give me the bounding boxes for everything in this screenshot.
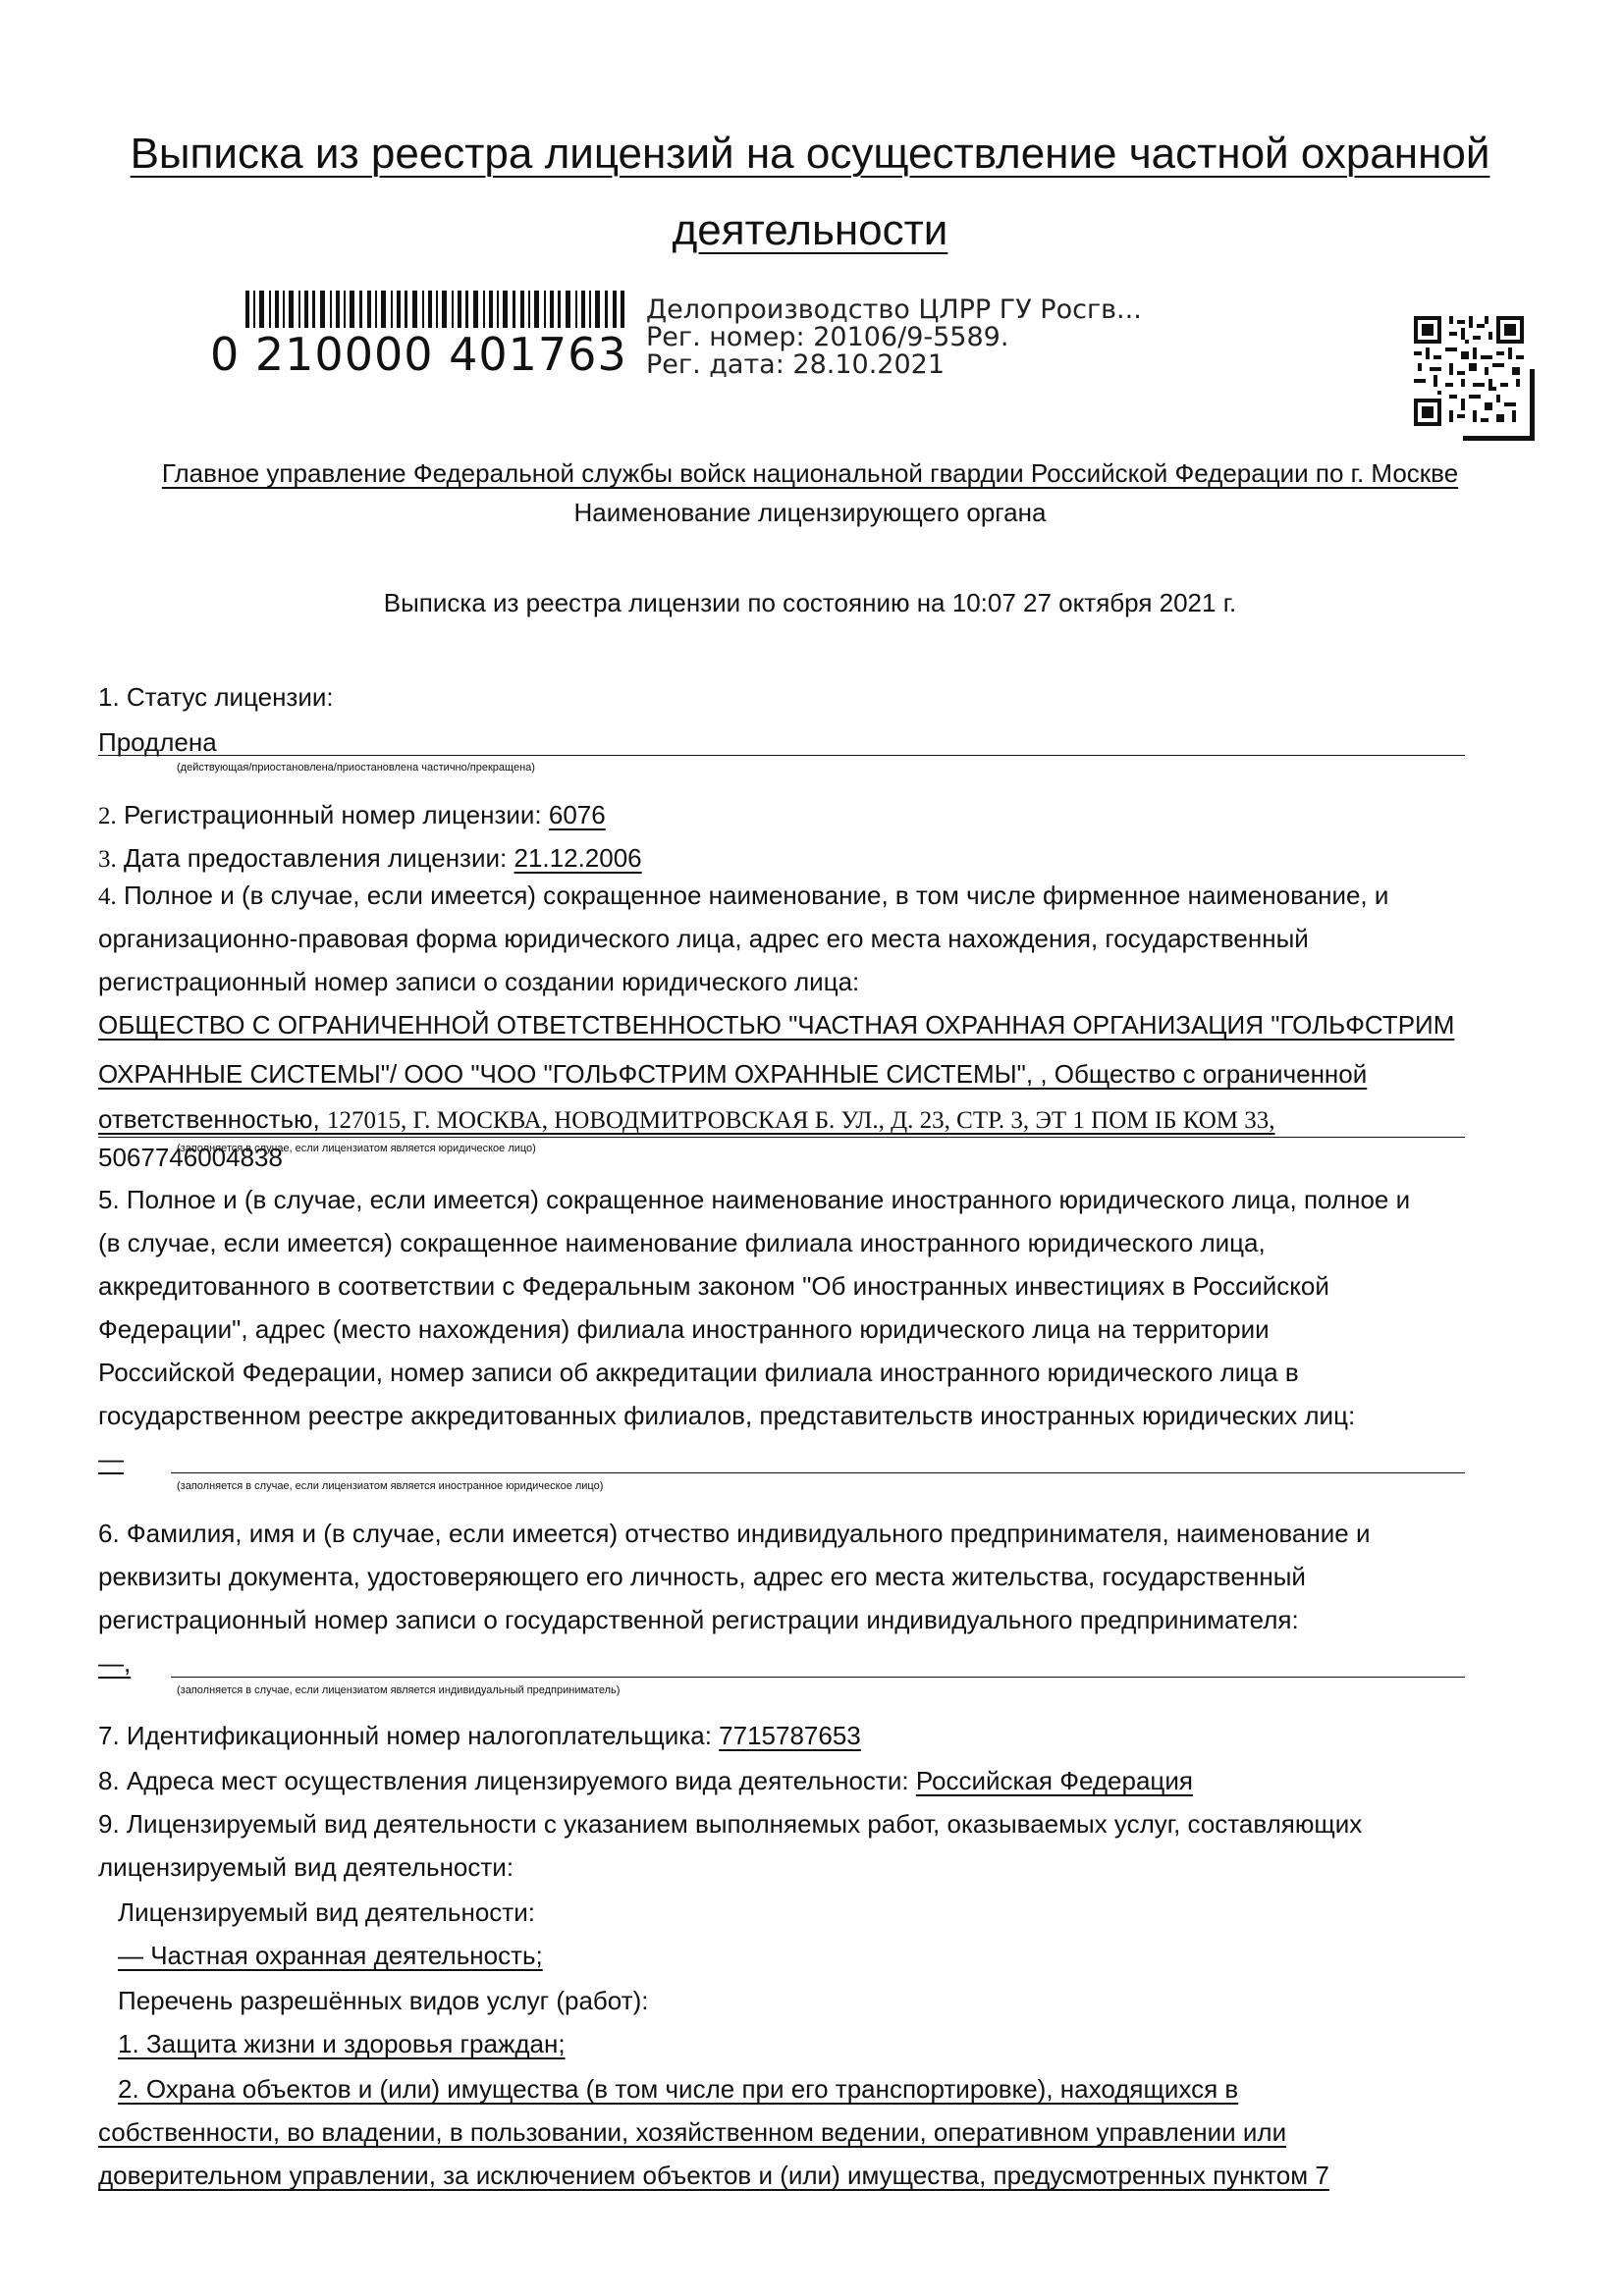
document-title bbox=[79, 116, 1542, 269]
section-8-label: 8. Адреса мест осуществления лицензируемого вида деятельности: bbox=[98, 1766, 909, 1795]
section-8-value: Российская Федерация bbox=[915, 1766, 1193, 1795]
extract-state-line: Выписка из реестра лицензии по состоянию на 10:07 27 октября 2021 г. bbox=[383, 588, 1237, 617]
section-6-rule bbox=[171, 1677, 1465, 1678]
registration-line-date: Рег. дата: 28.10.2021 bbox=[646, 349, 946, 380]
section-9-service-2-line-2: собственности, во владении, в пользовании, хозяйственном ведении, оперативном управлении или bbox=[98, 2117, 1287, 2147]
section-4-value-line-3: ответственностью, 127015, Г. МОСКВА, НОВОДМИТРОВСКАЯ Б. УЛ., Д. 23, СТР. 3, ЭТ 1 ПОМ IБ КОМ 33, bbox=[98, 1104, 1275, 1134]
section-7 bbox=[98, 1714, 1492, 1757]
section-1-hint: (действующая/приостановлена/приостановлена частично/прекращена) bbox=[177, 762, 535, 774]
licensing-authority-name: Главное управление Федеральной службы войск национальной гвардии Российской Федерации по г. Москве bbox=[161, 458, 1459, 488]
section-6-line-1: 6. Фамилия, имя и (в случае, если имеется) отчество индивидуального предпринимателя, наименование и bbox=[98, 1519, 1371, 1548]
title-line-1: Выписка из реестра лицензий на осуществление частной охранной bbox=[130, 130, 1490, 178]
section-6-line-3: регистрационный номер записи о государственной регистрации индивидуального предпринимателя: bbox=[98, 1605, 1299, 1634]
section-4-value-line-2: ОХРАННЫЕ СИСТЕМЫ"/ ООО "ЧОО "ГОЛЬФСТРИМ ОХРАННЫЕ СИСТЕМЫ", , Общество с ограниченной bbox=[98, 1059, 1368, 1089]
section-4-number: 4. bbox=[98, 883, 117, 910]
section-5-line-2: (в случае, если имеется) сокращенное наименование филиала иностранного юридического лица, bbox=[98, 1228, 1266, 1257]
registration-info bbox=[646, 296, 1142, 379]
section-4-line-3: регистрационный номер записи о создании юридического лица: bbox=[98, 967, 860, 996]
section-2 bbox=[98, 793, 1492, 838]
section-6-line-2: реквизиты документа, удостоверяющего его личность, адрес его места жительства, государственный bbox=[98, 1562, 1306, 1591]
section-1-rule bbox=[98, 755, 1465, 756]
section-3-number: 3. bbox=[98, 846, 117, 873]
section-8 bbox=[98, 1759, 1492, 1802]
section-7-value: 7715787653 bbox=[719, 1721, 861, 1750]
section-7-label: 7. Идентификационный номер налогоплательщика: bbox=[98, 1721, 712, 1750]
section-5-hint: (заполняется в случае, если лицензиатом является иностранное юридическое лицо) bbox=[177, 1480, 604, 1492]
licensing-authority bbox=[79, 454, 1542, 532]
section-9-line-1: 9. Лицензируемый вид деятельности с указанием выполняемых работ, оказываемых услуг, составляющих bbox=[98, 1809, 1363, 1839]
section-9-services-label: Перечень разрешённых видов услуг (работ): bbox=[118, 1986, 649, 2015]
registration-line-office: Делопроизводство ЦЛРР ГУ Росгв... bbox=[646, 294, 1142, 325]
section-9-service-1: 1. Защита жизни и здоровья граждан; bbox=[118, 2029, 566, 2058]
section-5-value: — bbox=[98, 1444, 124, 1473]
section-5-line-4: Федерации", адрес (место нахождения) филиала иностранного юридического лица на территории bbox=[98, 1314, 1270, 1344]
section-4-hint: (заполняется в случае, если лицензиатом является юридическое лицо) bbox=[177, 1143, 536, 1154]
registration-line-number: Рег. номер: 20106/9-5589. bbox=[646, 322, 1009, 352]
section-9-service-2-line-3: доверительном управлении, за исключением объектов и (или) имущества, предусмотренных пунктом 7 bbox=[98, 2161, 1329, 2190]
section-4-value-line-4: 5067746004838 bbox=[98, 1143, 283, 1172]
barcode-number: 0 210000 401763 bbox=[210, 328, 627, 381]
section-3-value: 21.12.2006 bbox=[514, 843, 642, 873]
section-5-line-3: аккредитованного в соответствии с Федеральным законом "Об иностранных инвестициях в Российской bbox=[98, 1271, 1329, 1301]
section-1-value: Продлена bbox=[98, 727, 217, 757]
section-9-activity-value: — Частная охранная деятельность; bbox=[118, 1941, 543, 1970]
section-9-activity-label: Лицензируемый вид деятельности: bbox=[118, 1897, 535, 1927]
section-4-value-line-1: ОБЩЕСТВО С ОГРАНИЧЕННОЙ ОТВЕТСТВЕННОСТЬЮ "ЧАСТНАЯ ОХРАННАЯ ОРГАНИЗАЦИЯ "ГОЛЬФСТРИМ bbox=[98, 1010, 1455, 1040]
section-2-number: 2. bbox=[98, 803, 117, 829]
qr-corner-mark bbox=[1463, 369, 1535, 441]
section-5-line-1: 5. Полное и (в случае, если имеется) сокращенное наименование иностранного юридического лица, полное и bbox=[98, 1185, 1411, 1214]
section-2-label: Регистрационный номер лицензии: bbox=[123, 800, 542, 829]
section-3-label: Дата предоставления лицензии: bbox=[123, 843, 508, 873]
section-9-service-2-line-1: 2. Охрана объектов и (или) имущества (в том числе при его транспортировке), находящихся в bbox=[118, 2074, 1239, 2104]
licensing-authority-caption: Наименование лицензирующего органа bbox=[573, 498, 1047, 527]
section-9-line-2: лицензируемый вид деятельности: bbox=[98, 1852, 514, 1882]
section-1-label: 1. Статус лицензии: bbox=[98, 682, 334, 712]
section-5-rule bbox=[171, 1472, 1465, 1473]
section-6-hint: (заполняется в случае, если лицензиатом является индивидуальный предприниматель) bbox=[177, 1684, 621, 1696]
section-6-value: —, bbox=[98, 1648, 132, 1678]
section-2-value: 6076 bbox=[548, 800, 606, 829]
section-4-rule bbox=[98, 1137, 1465, 1138]
section-4-line-2: организационно-правовая форма юридического лица, адрес его места нахождения, государственный bbox=[98, 924, 1309, 953]
section-5-line-6: государственном реестре аккредитованных филиалов, представительств иностранных юридических лиц: bbox=[98, 1401, 1356, 1430]
title-line-2: деятельности bbox=[672, 206, 948, 254]
section-4-line-1: 4. Полное и (в случае, если имеется) сокращенное наименование, в том числе фирменное наименование, и bbox=[98, 881, 1389, 910]
section-5-line-5: Российской Федерации, номер записи об аккредитации филиала иностранного юридического лица в bbox=[98, 1358, 1299, 1387]
